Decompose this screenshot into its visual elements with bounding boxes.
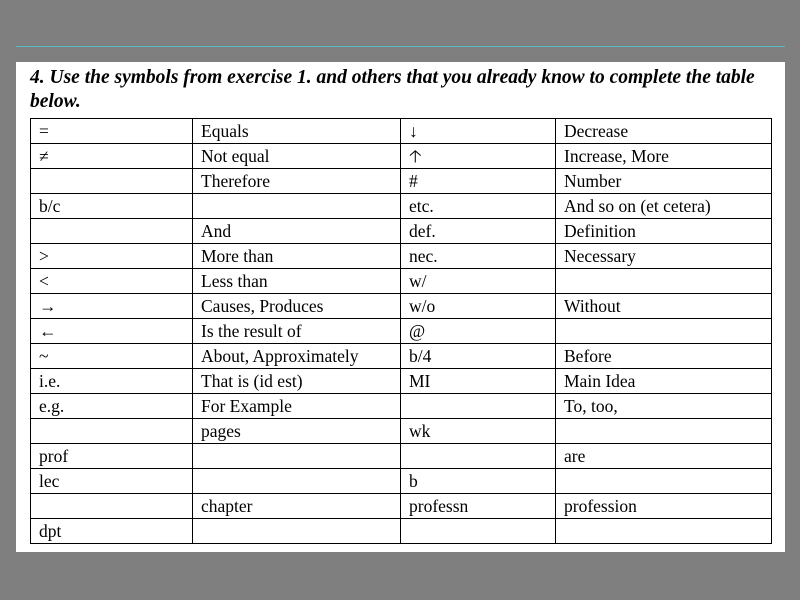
table-row — [31, 369, 772, 394]
table-row — [31, 344, 772, 369]
abbreviation-meaning-cell — [556, 519, 772, 544]
meaning-cell — [193, 444, 401, 469]
abbreviation-meaning-cell: Number — [556, 169, 772, 194]
abbreviation-cell: # — [401, 169, 556, 194]
abbreviation-meaning-cell: Main Idea — [556, 369, 772, 394]
symbol-cell: > — [31, 244, 193, 269]
meaning-cell: Causes, Produces — [193, 294, 401, 319]
meaning-cell: chapter — [193, 494, 401, 519]
abbreviation-cell: etc. — [401, 194, 556, 219]
abbreviation-meaning-cell: And so on (et cetera) — [556, 194, 772, 219]
abbreviation-cell: w/ — [401, 269, 556, 294]
abbreviation-cell: b/4 — [401, 344, 556, 369]
symbol-cell: < — [31, 269, 193, 294]
symbol-cell — [31, 494, 193, 519]
table-row — [31, 294, 772, 319]
abbreviation-cell: w/o — [401, 294, 556, 319]
table-row — [31, 519, 772, 544]
symbol-cell: e.g. — [31, 394, 193, 419]
meaning-cell: That is (id est) — [193, 369, 401, 394]
symbol-cell: prof — [31, 444, 193, 469]
symbol-cell: ~ — [31, 344, 193, 369]
abbreviation-cell — [401, 394, 556, 419]
abbreviation-cell: def. — [401, 219, 556, 244]
table-body — [31, 119, 772, 544]
meaning-cell: About, Approximately — [193, 344, 401, 369]
meaning-cell: Not equal — [193, 144, 401, 169]
meaning-cell: For Example — [193, 394, 401, 419]
symbols-table — [30, 118, 772, 544]
abbreviation-meaning-cell: Before — [556, 344, 772, 369]
abbreviation-cell — [401, 519, 556, 544]
table-row — [31, 494, 772, 519]
abbreviation-cell: @ — [401, 319, 556, 344]
symbol-cell: ≠ — [31, 144, 193, 169]
abbreviation-meaning-cell: Decrease — [556, 119, 772, 144]
abbreviation-meaning-cell — [556, 419, 772, 444]
abbreviation-meaning-cell: Increase, More — [556, 144, 772, 169]
abbreviation-meaning-cell — [556, 269, 772, 294]
symbol-cell: lec — [31, 469, 193, 494]
abbreviation-meaning-cell — [556, 319, 772, 344]
meaning-cell — [193, 519, 401, 544]
meaning-cell: And — [193, 219, 401, 244]
meaning-cell: More than — [193, 244, 401, 269]
symbol-cell: → — [31, 294, 193, 319]
abbreviation-cell: b — [401, 469, 556, 494]
table-row — [31, 469, 772, 494]
table-row — [31, 244, 772, 269]
meaning-cell — [193, 469, 401, 494]
table-row — [31, 444, 772, 469]
table-row — [31, 119, 772, 144]
table-row — [31, 194, 772, 219]
abbreviation-cell: nec. — [401, 244, 556, 269]
symbol-cell — [31, 419, 193, 444]
table-row — [31, 169, 772, 194]
abbreviation-meaning-cell — [556, 469, 772, 494]
abbreviation-cell: wk — [401, 419, 556, 444]
abbreviation-cell: 🡡 — [401, 144, 556, 169]
meaning-cell: pages — [193, 419, 401, 444]
meaning-cell: Less than — [193, 269, 401, 294]
meaning-cell: Therefore — [193, 169, 401, 194]
abbreviation-meaning-cell: profession — [556, 494, 772, 519]
abbreviation-cell: professn — [401, 494, 556, 519]
exercise-title: 4. Use the symbols from exercise 1. and others that you already know to complete the table below. — [30, 67, 755, 112]
accent-line — [16, 46, 785, 47]
table-row — [31, 394, 772, 419]
symbol-cell: = — [31, 119, 193, 144]
symbol-cell: ← — [31, 319, 193, 344]
abbreviation-meaning-cell: Necessary — [556, 244, 772, 269]
slide-content — [16, 62, 785, 552]
abbreviation-meaning-cell: To, too, — [556, 394, 772, 419]
abbreviation-cell: MI — [401, 369, 556, 394]
table-row — [31, 219, 772, 244]
table-row — [31, 419, 772, 444]
table-row — [31, 144, 772, 169]
symbol-cell — [31, 219, 193, 244]
table-row — [31, 269, 772, 294]
symbol-cell: i.e. — [31, 369, 193, 394]
meaning-cell: Is the result of — [193, 319, 401, 344]
abbreviation-meaning-cell: Without — [556, 294, 772, 319]
meaning-cell: Equals — [193, 119, 401, 144]
symbol-cell: b/c — [31, 194, 193, 219]
meaning-cell — [193, 194, 401, 219]
abbreviation-cell: ↓ — [401, 119, 556, 144]
abbreviation-meaning-cell: Definition — [556, 219, 772, 244]
symbol-cell — [31, 169, 193, 194]
abbreviation-cell — [401, 444, 556, 469]
table-row — [31, 319, 772, 344]
abbreviation-meaning-cell: are — [556, 444, 772, 469]
symbol-cell: dpt — [31, 519, 193, 544]
